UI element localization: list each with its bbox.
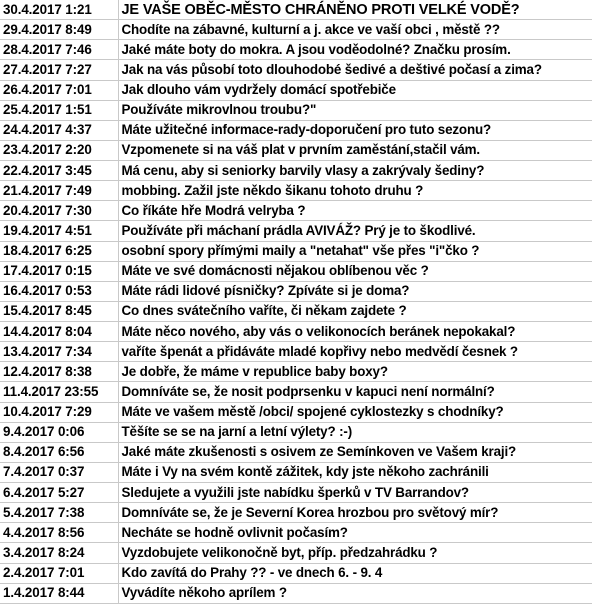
date-cell[interactable]: 11.4.2017 23:55	[0, 382, 118, 402]
table-row[interactable]	[0, 422, 592, 442]
question-cell[interactable]: Používáte mikrovlnou troubu?"	[118, 100, 592, 120]
date-cell[interactable]: 24.4.2017 4:37	[0, 120, 118, 140]
question-cell[interactable]: Domníváte se, že je Severní Korea hrozbou pro světový mír?	[118, 503, 592, 523]
date-cell[interactable]: 21.4.2017 7:49	[0, 181, 118, 201]
date-cell[interactable]: 29.4.2017 8:49	[0, 20, 118, 40]
table-row[interactable]	[0, 221, 592, 241]
table-row[interactable]	[0, 140, 592, 160]
date-cell[interactable]: 19.4.2017 4:51	[0, 221, 118, 241]
date-cell[interactable]: 5.4.2017 7:38	[0, 503, 118, 523]
date-cell[interactable]: 14.4.2017 8:04	[0, 322, 118, 342]
table-row[interactable]	[0, 281, 592, 301]
question-cell[interactable]: Jaké máte zkušenosti s osivem ze Semínkoven ve Vašem kraji?	[118, 442, 592, 462]
date-cell[interactable]: 3.4.2017 8:24	[0, 543, 118, 563]
table-row[interactable]	[0, 201, 592, 221]
table-row[interactable]	[0, 261, 592, 281]
date-cell[interactable]: 17.4.2017 0:15	[0, 261, 118, 281]
date-cell[interactable]: 15.4.2017 8:45	[0, 301, 118, 321]
question-cell[interactable]: Vzpomenete si na váš plat v prvním zaměstání,stačil vám.	[118, 140, 592, 160]
question-cell[interactable]: Jak na vás působí toto dlouhodobé šedivé a deštivé počasí a zima?	[118, 60, 592, 80]
question-cell[interactable]: Jak dlouho vám vydržely domácí spotřebiče	[118, 80, 592, 100]
table-row[interactable]	[0, 60, 592, 80]
question-cell[interactable]: Máte rádi lidové písničky? Zpíváte si je doma?	[118, 281, 592, 301]
date-cell[interactable]: 23.4.2017 2:20	[0, 140, 118, 160]
date-cell[interactable]: 13.4.2017 7:34	[0, 342, 118, 362]
question-cell[interactable]: vaříte špenát a přidáváte mladé kopřivy nebo medvědí česnek ?	[118, 342, 592, 362]
date-cell[interactable]: 22.4.2017 3:45	[0, 161, 118, 181]
question-cell[interactable]: Kdo zavítá do Prahy ?? - ve dnech 6. - 9. 4	[118, 563, 592, 583]
date-cell[interactable]: 4.4.2017 8:56	[0, 523, 118, 543]
table-row[interactable]	[0, 442, 592, 462]
question-cell[interactable]: mobbing. Zažil jste někdo šikanu tohoto druhu ?	[118, 181, 592, 201]
table-row[interactable]	[0, 483, 592, 503]
question-cell[interactable]: Těšíte se se na jarní a letní výlety? :-)	[118, 422, 592, 442]
question-cell[interactable]: JE VAŠE OBĚC-MĚSTO CHRÁNĚNO PROTI VELKÉ VODĚ?	[118, 0, 592, 20]
question-cell[interactable]: Má cenu, aby si seniorky barvily vlasy a zakrývaly šediny?	[118, 161, 592, 181]
question-cell[interactable]: Chodíte na zábavné, kulturní a j. akce ve vaší obci , městě ??	[118, 20, 592, 40]
table-row[interactable]	[0, 503, 592, 523]
date-cell[interactable]: 25.4.2017 1:51	[0, 100, 118, 120]
table-row[interactable]	[0, 362, 592, 382]
table-row[interactable]	[0, 100, 592, 120]
table-row[interactable]	[0, 301, 592, 321]
date-cell[interactable]: 8.4.2017 6:56	[0, 442, 118, 462]
table-row[interactable]	[0, 20, 592, 40]
table-row[interactable]	[0, 462, 592, 482]
date-cell[interactable]: 6.4.2017 5:27	[0, 483, 118, 503]
date-cell[interactable]: 30.4.2017 1:21	[0, 0, 118, 20]
date-cell[interactable]: 27.4.2017 7:27	[0, 60, 118, 80]
date-cell[interactable]: 7.4.2017 0:37	[0, 462, 118, 482]
date-cell[interactable]: 1.4.2017 8:44	[0, 583, 118, 603]
question-cell[interactable]: Máte něco nového, aby vás o velikonocích beránek nepokakal?	[118, 322, 592, 342]
question-cell[interactable]: Domníváte se, že nosit podprsenku v kapuci není normální?	[118, 382, 592, 402]
date-cell[interactable]: 2.4.2017 7:01	[0, 563, 118, 583]
question-cell[interactable]: Vyzdobujete velikonočně byt, příp. předzahrádku ?	[118, 543, 592, 563]
table-row[interactable]	[0, 241, 592, 261]
date-cell[interactable]: 9.4.2017 0:06	[0, 422, 118, 442]
question-cell[interactable]: Máte užitečné informace-rady-doporučení pro tuto sezonu?	[118, 120, 592, 140]
table-row[interactable]	[0, 402, 592, 422]
table-row[interactable]	[0, 563, 592, 583]
date-cell[interactable]: 16.4.2017 0:53	[0, 281, 118, 301]
table-row[interactable]	[0, 583, 592, 603]
table-row[interactable]	[0, 120, 592, 140]
date-cell[interactable]: 20.4.2017 7:30	[0, 201, 118, 221]
date-cell[interactable]: 10.4.2017 7:29	[0, 402, 118, 422]
table-row[interactable]	[0, 342, 592, 362]
question-cell[interactable]: Necháte se hodně ovlivnit počasím?	[118, 523, 592, 543]
question-cell[interactable]: Co dnes svátečního vaříte, či někam zajdete ?	[118, 301, 592, 321]
date-cell[interactable]: 26.4.2017 7:01	[0, 80, 118, 100]
table-row[interactable]	[0, 0, 592, 20]
table-row[interactable]	[0, 523, 592, 543]
question-cell[interactable]: Co říkáte hře Modrá velryba ?	[118, 201, 592, 221]
question-cell[interactable]: Používáte při máchaní prádla AVIVÁŽ? Prý je to škodlivé.	[118, 221, 592, 241]
question-cell[interactable]: Máte i Vy na svém kontě zážitek, kdy jste někoho zachránili	[118, 462, 592, 482]
date-cell[interactable]: 18.4.2017 6:25	[0, 241, 118, 261]
question-cell[interactable]: Máte ve své domácnosti nějakou oblíbenou věc ?	[118, 261, 592, 281]
table-row[interactable]	[0, 322, 592, 342]
question-cell[interactable]: Vyvádíte někoho aprílem ?	[118, 583, 592, 603]
table-row[interactable]	[0, 382, 592, 402]
question-cell[interactable]: Je dobře, že máme v republice baby boxy?	[118, 362, 592, 382]
date-cell[interactable]: 28.4.2017 7:46	[0, 40, 118, 60]
table-row[interactable]	[0, 80, 592, 100]
table-row[interactable]	[0, 181, 592, 201]
question-cell[interactable]: Jaké máte boty do mokra. A jsou voděodolné? Značku prosím.	[118, 40, 592, 60]
table-row[interactable]	[0, 161, 592, 181]
question-cell[interactable]: Máte ve vašem městě /obci/ spojené cyklostezky s chodníky?	[118, 402, 592, 422]
table-row[interactable]	[0, 543, 592, 563]
question-cell[interactable]: Sledujete a využili jste nabídku šperků v TV Barrandov?	[118, 483, 592, 503]
date-cell[interactable]: 12.4.2017 8:38	[0, 362, 118, 382]
table-row[interactable]	[0, 40, 592, 60]
question-cell[interactable]: osobní spory přímými maily a "netahat" vše přes "i"čko ?	[118, 241, 592, 261]
